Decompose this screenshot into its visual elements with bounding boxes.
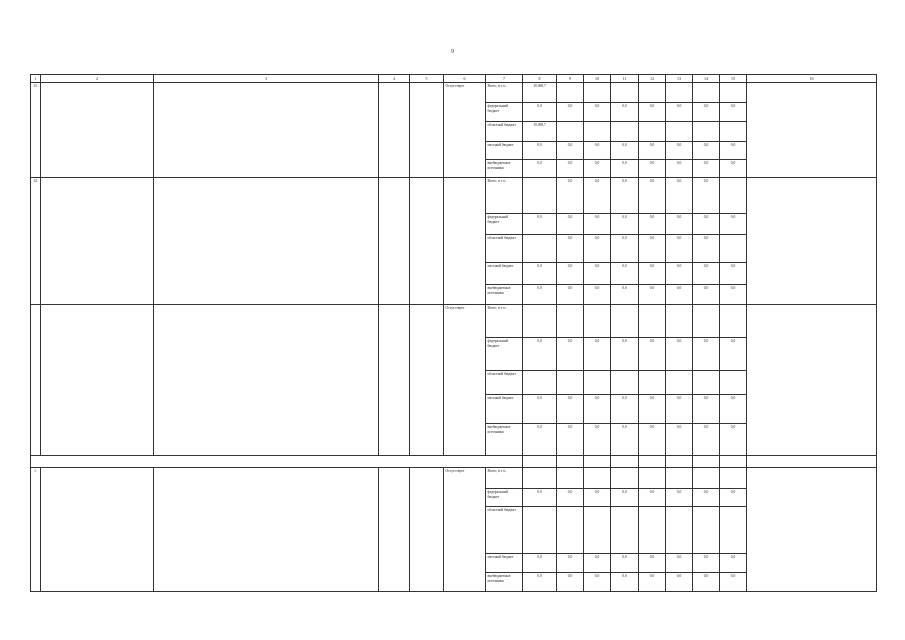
value-cell: 0,0 bbox=[611, 160, 639, 178]
value-cell bbox=[639, 122, 666, 142]
table-row bbox=[31, 305, 877, 338]
value-cell bbox=[693, 468, 720, 489]
value-cell: 0,0 bbox=[639, 178, 666, 214]
participant: Отсутствует bbox=[444, 83, 486, 178]
value-cell: 0,0 bbox=[693, 338, 720, 371]
value-cell: 0,0 bbox=[611, 214, 639, 235]
funding-source: местный бюджет bbox=[486, 554, 523, 573]
funding-source: Всего, в т.ч.: bbox=[486, 305, 523, 338]
value-cell: 0,0 bbox=[611, 178, 639, 214]
funding-source: областной бюджет bbox=[486, 122, 523, 142]
value-cell: 0,0 bbox=[666, 103, 693, 122]
header-cell: 4 bbox=[379, 75, 410, 83]
value-cell: 0,0 bbox=[557, 338, 584, 371]
value-cell: 0,0 bbox=[720, 395, 747, 424]
value-cell: 0,0 bbox=[611, 395, 639, 424]
co-executor bbox=[410, 83, 444, 178]
value-cell: 0,0 bbox=[720, 142, 747, 160]
total-value-cell bbox=[720, 456, 747, 468]
value-cell: 0,0 bbox=[611, 424, 639, 456]
value-cell bbox=[584, 371, 611, 395]
funding-source: внебюджетные источники bbox=[486, 160, 523, 178]
header-cell: 16 bbox=[747, 75, 877, 83]
value-cell: 0,0 bbox=[523, 263, 557, 285]
value-cell bbox=[611, 83, 639, 103]
row-number: 1. bbox=[31, 468, 41, 592]
executor bbox=[379, 468, 410, 592]
value-cell bbox=[720, 122, 747, 142]
total-value-cell bbox=[557, 456, 584, 468]
header-cell: 2 bbox=[41, 75, 154, 83]
value-cell: 0,0 bbox=[693, 285, 720, 305]
value-cell bbox=[720, 83, 747, 103]
measure-name bbox=[41, 468, 154, 592]
value-cell: 0,0 bbox=[611, 263, 639, 285]
value-cell: 0,0 bbox=[693, 489, 720, 507]
total-label bbox=[31, 456, 523, 468]
value-cell: 0,0 bbox=[693, 178, 720, 214]
value-cell: 0,0 bbox=[557, 554, 584, 573]
value-cell bbox=[639, 468, 666, 489]
value-cell bbox=[666, 122, 693, 142]
page-number: 9 bbox=[451, 49, 454, 55]
header-cell: 7 bbox=[486, 75, 523, 83]
value-cell: 0,0 bbox=[557, 103, 584, 122]
expected-result bbox=[747, 83, 877, 178]
funding-source: федеральный бюджет bbox=[486, 214, 523, 235]
total-value-cell bbox=[584, 456, 611, 468]
header-cell: 9 bbox=[557, 75, 584, 83]
value-cell: 0,0 bbox=[639, 573, 666, 592]
executor bbox=[379, 305, 410, 456]
value-cell: 0,0 bbox=[693, 214, 720, 235]
value-cell: 0,0 bbox=[557, 573, 584, 592]
value-cell: 0,0 bbox=[639, 285, 666, 305]
funding-source: федеральный бюджет bbox=[486, 489, 523, 507]
value-cell bbox=[693, 371, 720, 395]
value-cell: 0,0 bbox=[584, 489, 611, 507]
value-cell: 0,0 bbox=[639, 424, 666, 456]
value-cell bbox=[523, 507, 557, 554]
value-cell: 0,0 bbox=[720, 285, 747, 305]
value-cell: 0,0 bbox=[666, 235, 693, 263]
value-cell: 0,0 bbox=[523, 573, 557, 592]
header-cell: 1 bbox=[31, 75, 41, 83]
total-row bbox=[31, 456, 877, 468]
value-cell: 0,0 bbox=[523, 285, 557, 305]
value-cell: 0,0 bbox=[693, 554, 720, 573]
value-cell: 0,0 bbox=[639, 214, 666, 235]
value-cell: 0,0 bbox=[693, 235, 720, 263]
value-cell: 0,0 bbox=[611, 142, 639, 160]
funding-source: областной бюджет bbox=[486, 371, 523, 395]
value-cell: 0,0 bbox=[611, 573, 639, 592]
goal-tasks bbox=[154, 468, 379, 592]
value-cell: 0,0 bbox=[720, 424, 747, 456]
value-cell bbox=[693, 83, 720, 103]
value-cell bbox=[639, 371, 666, 395]
value-cell: 19 498,7 bbox=[523, 122, 557, 142]
value-cell: 0,0 bbox=[557, 160, 584, 178]
value-cell: 0,0 bbox=[720, 573, 747, 592]
participant: Отсутствует bbox=[444, 305, 486, 456]
value-cell: 0,0 bbox=[666, 554, 693, 573]
value-cell bbox=[584, 305, 611, 338]
value-cell: 0,0 bbox=[639, 235, 666, 263]
value-cell: 0,0 bbox=[611, 103, 639, 122]
value-cell: 0,0 bbox=[720, 489, 747, 507]
value-cell: 0,0 bbox=[523, 214, 557, 235]
value-cell: 0,0 bbox=[693, 573, 720, 592]
goal-tasks bbox=[154, 178, 379, 305]
value-cell bbox=[720, 371, 747, 395]
value-cell: 0,0 bbox=[584, 178, 611, 214]
value-cell bbox=[666, 305, 693, 338]
co-executor bbox=[410, 305, 444, 456]
value-cell: 0,0 bbox=[611, 338, 639, 371]
value-cell bbox=[720, 468, 747, 489]
value-cell bbox=[666, 468, 693, 489]
row-number bbox=[31, 305, 41, 456]
value-cell: 0,0 bbox=[693, 395, 720, 424]
executor bbox=[379, 83, 410, 178]
value-cell: 19 498,7 bbox=[523, 83, 557, 103]
value-cell: 0,0 bbox=[584, 554, 611, 573]
funding-source: Всего, в т.ч.: bbox=[486, 178, 523, 214]
value-cell: 0,0 bbox=[557, 263, 584, 285]
funding-source: внебюджетные источники bbox=[486, 285, 523, 305]
value-cell bbox=[523, 305, 557, 338]
value-cell bbox=[557, 371, 584, 395]
value-cell: 0,0 bbox=[639, 554, 666, 573]
value-cell bbox=[720, 235, 747, 263]
value-cell bbox=[720, 305, 747, 338]
value-cell: 0,0 bbox=[584, 214, 611, 235]
value-cell bbox=[639, 507, 666, 554]
header-cell: 10 bbox=[584, 75, 611, 83]
value-cell bbox=[557, 507, 584, 554]
value-cell bbox=[523, 371, 557, 395]
value-cell bbox=[557, 305, 584, 338]
expected-result bbox=[747, 305, 877, 456]
value-cell bbox=[523, 178, 557, 214]
value-cell: 0,0 bbox=[523, 142, 557, 160]
value-cell bbox=[611, 507, 639, 554]
funding-source: внебюджетные источники bbox=[486, 573, 523, 592]
value-cell: 0,0 bbox=[639, 395, 666, 424]
value-cell: 0,0 bbox=[720, 214, 747, 235]
funding-source: Всего, в т.ч.: bbox=[486, 468, 523, 489]
value-cell: 0,0 bbox=[639, 489, 666, 507]
table-row bbox=[31, 178, 877, 214]
value-cell: 0,0 bbox=[639, 160, 666, 178]
row-number: 13. bbox=[31, 83, 41, 178]
funding-source: федеральный бюджет bbox=[486, 338, 523, 371]
total-value-cell bbox=[666, 456, 693, 468]
value-cell: 0,0 bbox=[523, 395, 557, 424]
value-cell bbox=[523, 235, 557, 263]
goal-tasks bbox=[154, 305, 379, 456]
value-cell: 0,0 bbox=[666, 395, 693, 424]
value-cell: 0,0 bbox=[693, 142, 720, 160]
program-table bbox=[30, 74, 877, 592]
value-cell: 0,0 bbox=[584, 160, 611, 178]
value-cell: 0,0 bbox=[557, 235, 584, 263]
value-cell: 0,0 bbox=[666, 573, 693, 592]
header-cell: 5 bbox=[410, 75, 444, 83]
value-cell: 0,0 bbox=[523, 554, 557, 573]
value-cell: 0,0 bbox=[523, 160, 557, 178]
value-cell: 0,0 bbox=[611, 554, 639, 573]
value-cell: 0,0 bbox=[720, 338, 747, 371]
value-cell: 0,0 bbox=[720, 103, 747, 122]
value-cell: 0,0 bbox=[639, 103, 666, 122]
value-cell bbox=[584, 83, 611, 103]
measure-name bbox=[41, 305, 154, 456]
total-result bbox=[747, 456, 877, 468]
total-value-cell bbox=[639, 456, 666, 468]
value-cell: 0,0 bbox=[557, 142, 584, 160]
value-cell: 0,0 bbox=[720, 160, 747, 178]
value-cell: 0,0 bbox=[523, 489, 557, 507]
measure-name bbox=[41, 178, 154, 305]
value-cell: 0,0 bbox=[584, 395, 611, 424]
value-cell: 0,0 bbox=[720, 263, 747, 285]
co-executor bbox=[410, 468, 444, 592]
header-cell: 13 bbox=[666, 75, 693, 83]
value-cell bbox=[611, 305, 639, 338]
value-cell: 0,0 bbox=[611, 489, 639, 507]
value-cell: 0,0 bbox=[584, 573, 611, 592]
value-cell bbox=[639, 83, 666, 103]
value-cell bbox=[584, 507, 611, 554]
value-cell: 0,0 bbox=[557, 178, 584, 214]
value-cell: 0,0 bbox=[557, 395, 584, 424]
header-cell: 14 bbox=[693, 75, 720, 83]
value-cell: 0,0 bbox=[666, 263, 693, 285]
total-value-cell bbox=[611, 456, 639, 468]
header-row bbox=[31, 75, 877, 83]
value-cell: 0,0 bbox=[557, 424, 584, 456]
header-cell: 3 bbox=[154, 75, 379, 83]
executor bbox=[379, 178, 410, 305]
value-cell: 0,0 bbox=[584, 263, 611, 285]
value-cell bbox=[693, 305, 720, 338]
value-cell bbox=[666, 371, 693, 395]
value-cell: 0,0 bbox=[611, 285, 639, 305]
value-cell bbox=[720, 507, 747, 554]
value-cell: 0,0 bbox=[557, 214, 584, 235]
total-value-cell bbox=[523, 456, 557, 468]
participant bbox=[444, 178, 486, 305]
funding-source: местный бюджет bbox=[486, 395, 523, 424]
header-cell: 11 bbox=[611, 75, 639, 83]
value-cell: 0,0 bbox=[639, 338, 666, 371]
value-cell: 0,0 bbox=[584, 338, 611, 371]
value-cell: 0,0 bbox=[666, 489, 693, 507]
header-cell: 12 bbox=[639, 75, 666, 83]
header-cell: 6 bbox=[444, 75, 486, 83]
header-cell: 15 bbox=[720, 75, 747, 83]
expected-result bbox=[747, 178, 877, 305]
value-cell bbox=[557, 83, 584, 103]
value-cell: 0,0 bbox=[666, 142, 693, 160]
value-cell: 0,0 bbox=[584, 103, 611, 122]
goal-tasks bbox=[154, 83, 379, 178]
value-cell bbox=[584, 122, 611, 142]
value-cell: 0,0 bbox=[639, 142, 666, 160]
value-cell bbox=[666, 507, 693, 554]
value-cell bbox=[523, 468, 557, 489]
value-cell bbox=[639, 305, 666, 338]
value-cell: 0,0 bbox=[584, 424, 611, 456]
value-cell: 0,0 bbox=[666, 285, 693, 305]
co-executor bbox=[410, 178, 444, 305]
value-cell: 0,0 bbox=[666, 178, 693, 214]
value-cell: 0,0 bbox=[666, 160, 693, 178]
value-cell: 0,0 bbox=[611, 235, 639, 263]
value-cell: 0,0 bbox=[523, 424, 557, 456]
value-cell: 0,0 bbox=[557, 489, 584, 507]
value-cell bbox=[584, 468, 611, 489]
value-cell: 0,0 bbox=[584, 142, 611, 160]
funding-source: Всего, в т.ч.: bbox=[486, 83, 523, 103]
value-cell: 0,0 bbox=[666, 214, 693, 235]
value-cell: 0,0 bbox=[693, 424, 720, 456]
value-cell: 0,0 bbox=[693, 160, 720, 178]
value-cell bbox=[666, 83, 693, 103]
value-cell: 0,0 bbox=[557, 285, 584, 305]
value-cell bbox=[611, 122, 639, 142]
measure-name bbox=[41, 83, 154, 178]
funding-source: областной бюджет bbox=[486, 235, 523, 263]
table-row bbox=[31, 83, 877, 103]
value-cell bbox=[693, 122, 720, 142]
header-cell: 8 bbox=[523, 75, 557, 83]
value-cell: 0,0 bbox=[523, 338, 557, 371]
value-cell: 0,0 bbox=[523, 103, 557, 122]
funding-source: федеральный бюджет bbox=[486, 103, 523, 122]
value-cell bbox=[611, 371, 639, 395]
value-cell bbox=[557, 122, 584, 142]
value-cell: 0,0 bbox=[584, 235, 611, 263]
funding-source: местный бюджет bbox=[486, 142, 523, 160]
funding-source: внебюджетные источники bbox=[486, 424, 523, 456]
expected-result bbox=[747, 468, 877, 592]
value-cell: 0,0 bbox=[693, 103, 720, 122]
total-value-cell bbox=[693, 456, 720, 468]
funding-source: местный бюджет bbox=[486, 263, 523, 285]
value-cell bbox=[720, 178, 747, 214]
value-cell: 0,0 bbox=[693, 263, 720, 285]
value-cell bbox=[611, 468, 639, 489]
funding-source: областной бюджет bbox=[486, 507, 523, 554]
value-cell: 0,0 bbox=[720, 554, 747, 573]
value-cell: 0,0 bbox=[584, 285, 611, 305]
row-number: 14. bbox=[31, 178, 41, 305]
value-cell: 0,0 bbox=[666, 424, 693, 456]
value-cell: 0,0 bbox=[639, 263, 666, 285]
value-cell: 0,0 bbox=[666, 338, 693, 371]
value-cell bbox=[693, 507, 720, 554]
participant: Отсутствует bbox=[444, 468, 486, 592]
value-cell bbox=[557, 468, 584, 489]
table-row bbox=[31, 468, 877, 489]
